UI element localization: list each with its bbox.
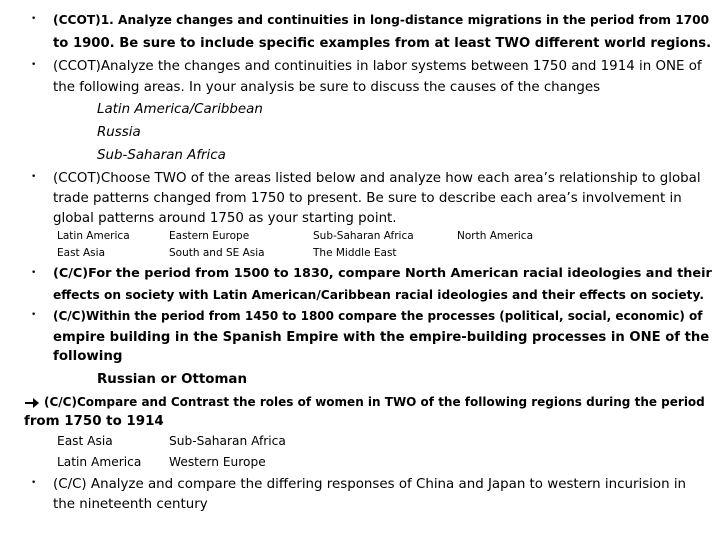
question-2-line-1: (CCOT)Analyze the changes and continuities in labor systems between 1750 and 1914 in ONE of [53, 59, 702, 74]
question-6-line-2: from 1750 to 1914 [24, 414, 164, 429]
question-2-option: Latin America/Caribbean [97, 102, 263, 117]
bullet-marker: • [31, 310, 37, 320]
bullet-marker: • [31, 172, 37, 182]
question-5-line-3: following [53, 349, 123, 364]
arrow-right-icon [24, 396, 40, 410]
region-label: Latin America [57, 455, 142, 469]
question-3-line-3: global patterns around 1750 as your starting point. [53, 211, 397, 226]
area-label: North America [457, 230, 534, 242]
bullet-marker: • [31, 14, 37, 24]
region-label: Sub-Saharan Africa [169, 434, 286, 448]
area-label: The Middle East [313, 247, 397, 259]
question-7-line-1: (C/C) Analyze and compare the differing responses of China and Japan to western incurision in [53, 477, 687, 492]
area-label: Sub-Saharan Africa [313, 230, 414, 242]
question-2-option: Sub-Saharan Africa [97, 148, 226, 163]
region-label: Western Europe [169, 455, 266, 469]
bullet-marker: • [31, 478, 37, 488]
question-1-line-1: (CCOT)1. Analyze changes and continuities in long-distance migrations in the period from 1700 [53, 13, 710, 27]
question-3-line-1: (CCOT)Choose TWO of the areas listed below and analyze how each area’s relationship to global [53, 171, 701, 186]
question-2-option: Russia [97, 125, 141, 140]
bullet-marker: • [31, 60, 37, 70]
question-5-line-1: (C/C)Within the period from 1450 to 1800 compare the processes (political, social, economic) of [53, 309, 703, 323]
question-5-line-2: empire building in the Spanish Empire with the empire-building processes in ONE of the [53, 330, 710, 345]
bullet-marker: • [31, 268, 37, 278]
area-label: East Asia [57, 247, 105, 259]
question-1-line-2: to 1900. Be sure to include specific examples from at least TWO different world regions. [53, 36, 712, 51]
question-4-line-1: (C/C)For the period from 1500 to 1830, compare North American racial ideologies and their [53, 266, 712, 281]
area-label: Eastern Europe [169, 230, 250, 242]
question-4-line-2: effects on society with Latin American/Caribbean racial ideologies and their effects on society. [53, 288, 704, 302]
region-label: East Asia [57, 434, 113, 448]
area-label: South and SE Asia [169, 247, 265, 259]
area-label: Latin America [57, 230, 130, 242]
question-2-line-2: the following areas. In your analysis be sure to discuss the causes of the changes [53, 80, 601, 95]
question-5-option: Russian or Ottoman [97, 372, 247, 387]
question-7-line-2: the nineteenth century [53, 497, 208, 512]
question-6-line-1: (C/C)Compare and Contrast the roles of women in TWO of the following regions during the period [44, 395, 705, 409]
question-3-line-2: trade patterns changed from 1750 to present. Be sure to describe each area’s involvement in [53, 191, 682, 206]
